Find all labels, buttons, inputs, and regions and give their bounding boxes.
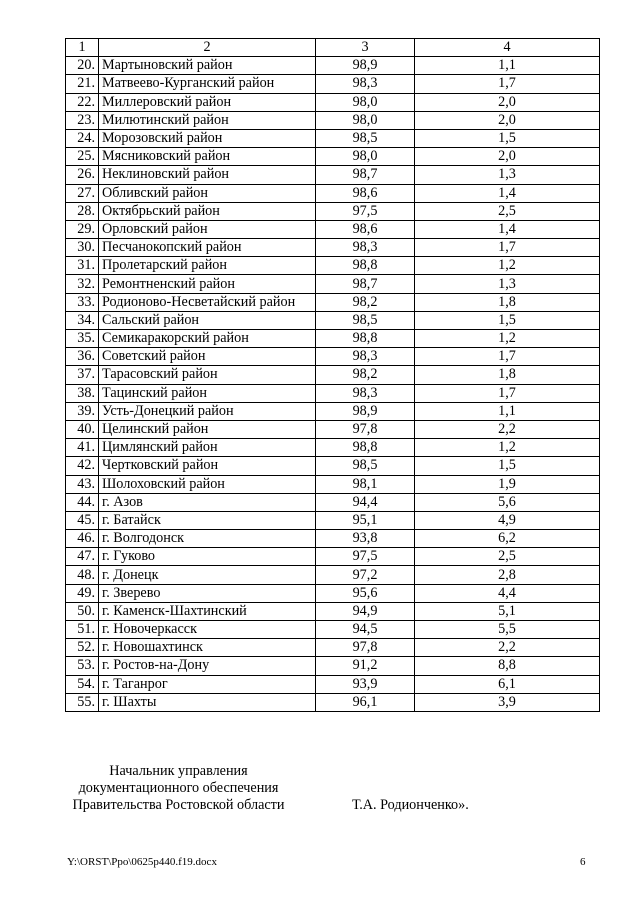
value-cell-3: 94,5 xyxy=(316,621,415,639)
district-name-cell: Родионово-Несветайский район xyxy=(99,293,316,311)
value-cell-3: 93,9 xyxy=(316,675,415,693)
value-cell-3: 98,5 xyxy=(316,311,415,329)
table-row xyxy=(66,511,600,529)
value-cell-4: 2,5 xyxy=(415,202,600,220)
header-cell-1: 1 xyxy=(66,39,99,57)
table-header-row xyxy=(66,39,600,57)
value-cell-3: 98,7 xyxy=(316,166,415,184)
district-name-cell: Ремонтненский район xyxy=(99,275,316,293)
row-number-cell: 31. xyxy=(66,257,99,275)
table-row xyxy=(66,184,600,202)
table-row xyxy=(66,93,600,111)
district-name-cell: Цимлянский район xyxy=(99,439,316,457)
district-name-cell: г. Каменск-Шахтинский xyxy=(99,602,316,620)
row-number-cell: 34. xyxy=(66,311,99,329)
row-number-cell: 54. xyxy=(66,675,99,693)
district-name-cell: г. Волгодонск xyxy=(99,530,316,548)
value-cell-3: 97,2 xyxy=(316,566,415,584)
value-cell-4: 5,6 xyxy=(415,493,600,511)
signature-title xyxy=(66,763,291,814)
table-row xyxy=(66,439,600,457)
row-number-cell: 45. xyxy=(66,511,99,529)
district-name-cell: Тацинский район xyxy=(99,384,316,402)
table-row xyxy=(66,257,600,275)
value-cell-3: 98,5 xyxy=(316,457,415,475)
signature-title-line: документационного обеспечения xyxy=(78,780,279,796)
district-name-cell: Семикаракорский район xyxy=(99,330,316,348)
row-number-cell: 30. xyxy=(66,239,99,257)
data-table-body xyxy=(66,39,600,712)
row-number-cell: 40. xyxy=(66,420,99,438)
row-number-cell: 21. xyxy=(66,75,99,93)
district-name-cell: Милютинский район xyxy=(99,111,316,129)
value-cell-4: 2,2 xyxy=(415,639,600,657)
district-name-cell: Матвеево-Курганский район xyxy=(99,75,316,93)
value-cell-3: 98,3 xyxy=(316,348,415,366)
district-name-cell: Усть-Донецкий район xyxy=(99,402,316,420)
value-cell-4: 1,3 xyxy=(415,166,600,184)
value-cell-4: 1,9 xyxy=(415,475,600,493)
value-cell-4: 1,5 xyxy=(415,311,600,329)
value-cell-4: 2,0 xyxy=(415,111,600,129)
value-cell-3: 97,8 xyxy=(316,420,415,438)
footer-page-number: 6 xyxy=(580,856,586,868)
table-row xyxy=(66,275,600,293)
value-cell-3: 98,2 xyxy=(316,293,415,311)
table-row xyxy=(66,621,600,639)
value-cell-4: 3,9 xyxy=(415,693,600,711)
row-number-cell: 47. xyxy=(66,548,99,566)
row-number-cell: 35. xyxy=(66,330,99,348)
value-cell-3: 98,3 xyxy=(316,239,415,257)
row-number-cell: 37. xyxy=(66,366,99,384)
value-cell-4: 1,1 xyxy=(415,402,600,420)
row-number-cell: 25. xyxy=(66,148,99,166)
value-cell-4: 2,5 xyxy=(415,548,600,566)
value-cell-3: 97,5 xyxy=(316,548,415,566)
table-row xyxy=(66,475,600,493)
district-name-cell: Чертковский район xyxy=(99,457,316,475)
district-name-cell: Советский район xyxy=(99,348,316,366)
value-cell-4: 1,2 xyxy=(415,330,600,348)
header-cell-2: 2 xyxy=(99,39,316,57)
row-number-cell: 24. xyxy=(66,129,99,147)
row-number-cell: 50. xyxy=(66,602,99,620)
value-cell-3: 98,1 xyxy=(316,475,415,493)
row-number-cell: 38. xyxy=(66,384,99,402)
table-row xyxy=(66,639,600,657)
table-row xyxy=(66,311,600,329)
value-cell-4: 2,2 xyxy=(415,420,600,438)
value-cell-4: 1,3 xyxy=(415,275,600,293)
value-cell-3: 98,9 xyxy=(316,57,415,75)
value-cell-3: 98,0 xyxy=(316,93,415,111)
row-number-cell: 55. xyxy=(66,693,99,711)
value-cell-4: 1,2 xyxy=(415,439,600,457)
value-cell-4: 1,5 xyxy=(415,457,600,475)
row-number-cell: 32. xyxy=(66,275,99,293)
district-name-cell: г. Азов xyxy=(99,493,316,511)
district-name-cell: Пролетарский район xyxy=(99,257,316,275)
value-cell-4: 1,4 xyxy=(415,220,600,238)
value-cell-3: 98,7 xyxy=(316,275,415,293)
district-name-cell: Тарасовский район xyxy=(99,366,316,384)
value-cell-3: 98,6 xyxy=(316,220,415,238)
value-cell-3: 95,6 xyxy=(316,584,415,602)
district-name-cell: г. Зверево xyxy=(99,584,316,602)
value-cell-4: 2,0 xyxy=(415,93,600,111)
row-number-cell: 48. xyxy=(66,566,99,584)
district-name-cell: Сальский район xyxy=(99,311,316,329)
value-cell-3: 95,1 xyxy=(316,511,415,529)
table-row xyxy=(66,602,600,620)
row-number-cell: 41. xyxy=(66,439,99,457)
district-name-cell: Мясниковский район xyxy=(99,148,316,166)
value-cell-4: 4,9 xyxy=(415,511,600,529)
value-cell-3: 98,5 xyxy=(316,129,415,147)
district-name-cell: Целинский район xyxy=(99,420,316,438)
table-row xyxy=(66,548,600,566)
value-cell-3: 93,8 xyxy=(316,530,415,548)
value-cell-4: 1,7 xyxy=(415,239,600,257)
value-cell-3: 94,4 xyxy=(316,493,415,511)
data-table xyxy=(65,38,600,712)
row-number-cell: 46. xyxy=(66,530,99,548)
table-row xyxy=(66,366,600,384)
value-cell-3: 98,0 xyxy=(316,148,415,166)
row-number-cell: 49. xyxy=(66,584,99,602)
value-cell-4: 2,8 xyxy=(415,566,600,584)
row-number-cell: 44. xyxy=(66,493,99,511)
header-cell-4: 4 xyxy=(415,39,600,57)
row-number-cell: 26. xyxy=(66,166,99,184)
value-cell-3: 98,0 xyxy=(316,111,415,129)
value-cell-4: 4,4 xyxy=(415,584,600,602)
district-name-cell: Миллеровский район xyxy=(99,93,316,111)
table-row xyxy=(66,493,600,511)
table-row xyxy=(66,530,600,548)
row-number-cell: 53. xyxy=(66,657,99,675)
district-name-cell: г. Новошахтинск xyxy=(99,639,316,657)
district-name-cell: Неклиновский район xyxy=(99,166,316,184)
value-cell-3: 98,3 xyxy=(316,384,415,402)
table-row xyxy=(66,420,600,438)
value-cell-4: 1,5 xyxy=(415,129,600,147)
table-row xyxy=(66,402,600,420)
row-number-cell: 42. xyxy=(66,457,99,475)
district-name-cell: г. Таганрог xyxy=(99,675,316,693)
value-cell-3: 98,6 xyxy=(316,184,415,202)
row-number-cell: 36. xyxy=(66,348,99,366)
value-cell-4: 1,4 xyxy=(415,184,600,202)
district-name-cell: г. Новочеркасск xyxy=(99,621,316,639)
footer-file-path: Y:\ORST\Ppo\0625p440.f19.docx xyxy=(67,856,217,868)
district-name-cell: Песчанокопский район xyxy=(99,239,316,257)
district-name-cell: Орловский район xyxy=(99,220,316,238)
value-cell-4: 8,8 xyxy=(415,657,600,675)
table-row xyxy=(66,330,600,348)
row-number-cell: 51. xyxy=(66,621,99,639)
table-row xyxy=(66,166,600,184)
district-name-cell: Мартыновский район xyxy=(99,57,316,75)
value-cell-3: 98,8 xyxy=(316,330,415,348)
table-row xyxy=(66,693,600,711)
table-row xyxy=(66,384,600,402)
table-row xyxy=(66,129,600,147)
district-name-cell: г. Шахты xyxy=(99,693,316,711)
table-row xyxy=(66,293,600,311)
row-number-cell: 22. xyxy=(66,93,99,111)
table-row xyxy=(66,657,600,675)
value-cell-4: 5,5 xyxy=(415,621,600,639)
value-cell-3: 97,5 xyxy=(316,202,415,220)
value-cell-3: 91,2 xyxy=(316,657,415,675)
value-cell-4: 1,2 xyxy=(415,257,600,275)
row-number-cell: 29. xyxy=(66,220,99,238)
row-number-cell: 52. xyxy=(66,639,99,657)
value-cell-4: 1,7 xyxy=(415,384,600,402)
district-name-cell: г. Ростов-на-Дону xyxy=(99,657,316,675)
value-cell-4: 5,1 xyxy=(415,602,600,620)
district-name-cell: Шолоховский район xyxy=(99,475,316,493)
signature-title-line: Начальник управления xyxy=(109,763,248,779)
table-row xyxy=(66,348,600,366)
table-row xyxy=(66,75,600,93)
row-number-cell: 20. xyxy=(66,57,99,75)
value-cell-3: 98,8 xyxy=(316,257,415,275)
table-row xyxy=(66,202,600,220)
value-cell-3: 94,9 xyxy=(316,602,415,620)
value-cell-3: 96,1 xyxy=(316,693,415,711)
value-cell-3: 98,9 xyxy=(316,402,415,420)
table-row xyxy=(66,566,600,584)
table-row xyxy=(66,584,600,602)
value-cell-4: 1,7 xyxy=(415,75,600,93)
value-cell-3: 97,8 xyxy=(316,639,415,657)
row-number-cell: 23. xyxy=(66,111,99,129)
value-cell-4: 1,1 xyxy=(415,57,600,75)
district-name-cell: Октябрьский район xyxy=(99,202,316,220)
table-row xyxy=(66,148,600,166)
value-cell-4: 2,0 xyxy=(415,148,600,166)
table-row xyxy=(66,457,600,475)
row-number-cell: 27. xyxy=(66,184,99,202)
value-cell-4: 1,8 xyxy=(415,366,600,384)
signature-name: Т.А. Родионченко». xyxy=(352,797,469,813)
row-number-cell: 39. xyxy=(66,402,99,420)
value-cell-4: 1,7 xyxy=(415,348,600,366)
district-name-cell: г. Батайск xyxy=(99,511,316,529)
table-row xyxy=(66,111,600,129)
value-cell-3: 98,8 xyxy=(316,439,415,457)
district-name-cell: г. Донецк xyxy=(99,566,316,584)
table-row xyxy=(66,57,600,75)
row-number-cell: 43. xyxy=(66,475,99,493)
value-cell-4: 6,1 xyxy=(415,675,600,693)
header-cell-3: 3 xyxy=(316,39,415,57)
district-name-cell: г. Гуково xyxy=(99,548,316,566)
table-row xyxy=(66,675,600,693)
district-name-cell: Морозовский район xyxy=(99,129,316,147)
signature-title-line: Правительства Ростовской области xyxy=(72,797,285,813)
value-cell-3: 98,3 xyxy=(316,75,415,93)
row-number-cell: 28. xyxy=(66,202,99,220)
value-cell-3: 98,2 xyxy=(316,366,415,384)
table-row xyxy=(66,220,600,238)
value-cell-4: 6,2 xyxy=(415,530,600,548)
table-row xyxy=(66,239,600,257)
row-number-cell: 33. xyxy=(66,293,99,311)
value-cell-4: 1,8 xyxy=(415,293,600,311)
district-name-cell: Обливский район xyxy=(99,184,316,202)
